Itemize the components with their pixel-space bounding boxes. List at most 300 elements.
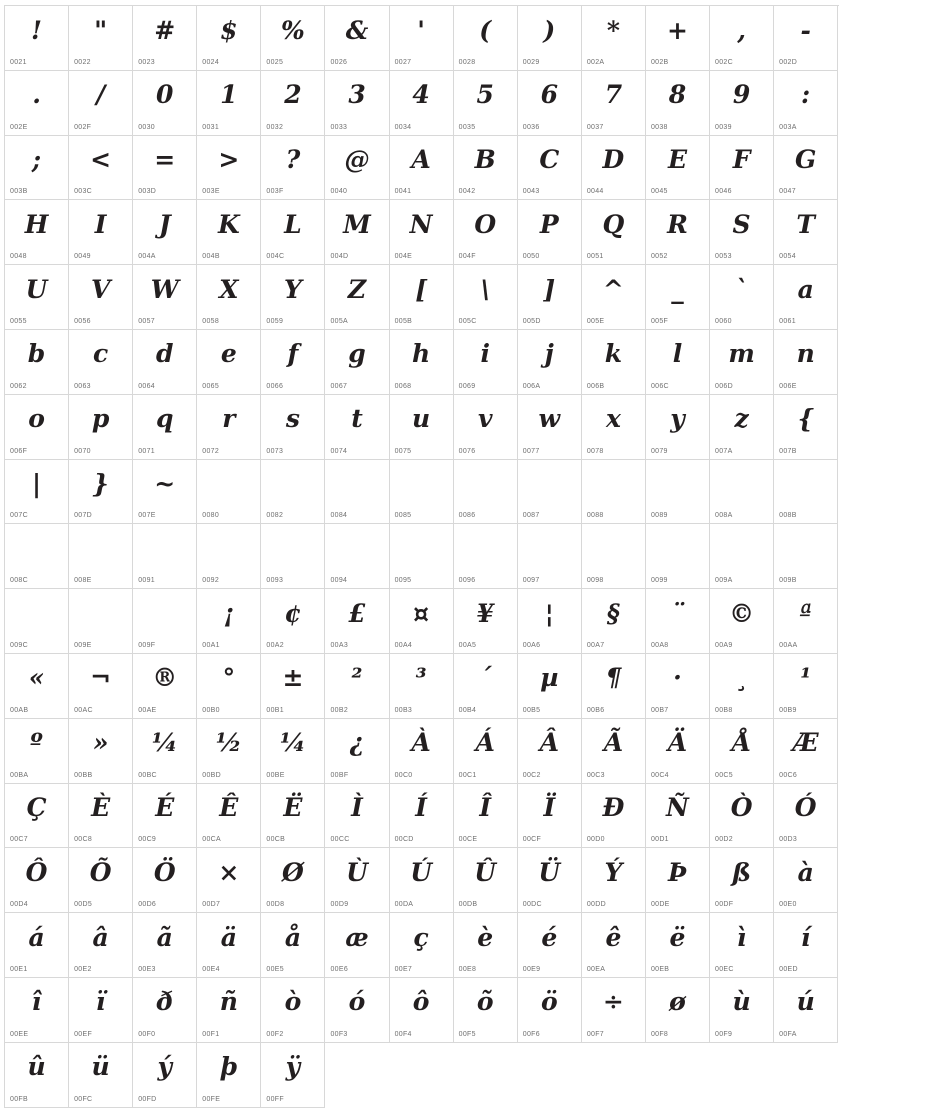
glyph-character [710, 526, 773, 570]
glyph-cell[interactable] [197, 71, 261, 136]
glyph-character: ¤ [413, 598, 430, 628]
glyph-character: £ [348, 598, 366, 628]
glyph-cell[interactable] [710, 395, 774, 460]
glyph-cell[interactable] [261, 524, 325, 589]
glyph-character: o [28, 404, 45, 434]
glyph-codepoint: 0055 [10, 317, 27, 325]
glyph-codepoint: 00A8 [650, 641, 669, 649]
glyph-codepoint: 0048 [10, 253, 27, 261]
glyph-cell[interactable] [197, 136, 261, 201]
glyph-cell[interactable] [774, 460, 838, 525]
glyph-cell[interactable] [69, 848, 133, 913]
glyph-cell[interactable] [774, 330, 838, 395]
glyph-cell[interactable] [646, 913, 710, 978]
glyph-codepoint: 00A9 [715, 641, 733, 649]
glyph-cell[interactable] [390, 200, 454, 265]
glyph-codepoint: 0030 [138, 123, 155, 131]
glyph-cell[interactable] [325, 265, 389, 330]
glyph-cell[interactable] [325, 719, 389, 784]
glyph-cell[interactable] [5, 784, 69, 849]
glyph-cell[interactable] [197, 719, 261, 784]
glyph-character: õ [476, 987, 494, 1017]
glyph-cell[interactable] [133, 330, 197, 395]
glyph-cell[interactable] [325, 330, 389, 395]
glyph-cell[interactable] [582, 200, 646, 265]
glyph-character: U [25, 274, 48, 304]
glyph-cell[interactable] [133, 460, 197, 525]
glyph-cell[interactable] [774, 654, 838, 719]
glyph-cell[interactable] [197, 1043, 261, 1108]
glyph-cell[interactable] [197, 589, 261, 654]
glyph-cell[interactable] [133, 784, 197, 849]
glyph-character: × [218, 857, 240, 887]
glyph-cell[interactable] [69, 913, 133, 978]
glyph-codepoint: 0075 [394, 447, 412, 455]
glyph-cell[interactable] [710, 71, 774, 136]
glyph-cell[interactable] [390, 913, 454, 978]
glyph-cell[interactable] [261, 848, 325, 913]
glyph-cell[interactable] [133, 395, 197, 460]
glyph-cell[interactable] [325, 784, 389, 849]
glyph-cell[interactable] [133, 524, 197, 589]
glyph-codepoint: 00E0 [779, 901, 797, 909]
glyph-character: ù [732, 987, 751, 1017]
glyph-cell[interactable] [261, 1043, 325, 1108]
glyph-cell[interactable] [582, 460, 646, 525]
glyph-cell[interactable] [646, 524, 710, 589]
glyph-cell[interactable] [646, 330, 710, 395]
glyph-cell[interactable] [518, 71, 582, 136]
glyph-cell[interactable] [646, 460, 710, 525]
glyph-character: D [602, 145, 625, 175]
glyph-cell[interactable] [69, 719, 133, 784]
glyph-character: 2 [284, 80, 302, 110]
glyph-cell[interactable] [774, 589, 838, 654]
glyph-cell[interactable] [197, 524, 261, 589]
glyph-cell[interactable] [518, 784, 582, 849]
glyph-cell[interactable] [774, 848, 838, 913]
glyph-cell[interactable] [518, 265, 582, 330]
glyph-cell[interactable] [325, 913, 389, 978]
glyph-cell[interactable] [5, 719, 69, 784]
glyph-codepoint: 005E [586, 317, 605, 325]
glyph-cell[interactable] [582, 524, 646, 589]
glyph-codepoint: 00B3 [394, 706, 413, 714]
glyph-character: ñ [219, 987, 238, 1017]
glyph-cell[interactable] [774, 265, 838, 330]
glyph-cell[interactable] [710, 200, 774, 265]
glyph-cell[interactable] [774, 913, 838, 978]
glyph-cell[interactable] [261, 265, 325, 330]
glyph-cell[interactable] [133, 200, 197, 265]
glyph-cell[interactable] [69, 6, 133, 71]
glyph-codepoint: 0057 [138, 317, 155, 325]
glyph-character: ¢ [284, 598, 302, 628]
glyph-cell[interactable] [261, 719, 325, 784]
glyph-cell[interactable] [197, 330, 261, 395]
glyph-codepoint: 00CC [330, 836, 350, 844]
glyph-character: À [411, 728, 431, 758]
glyph-codepoint: 0041 [394, 188, 412, 196]
glyph-cell[interactable] [325, 136, 389, 201]
glyph-cell[interactable] [454, 654, 518, 719]
glyph-cell[interactable] [454, 200, 518, 265]
glyph-cell[interactable] [390, 978, 454, 1043]
glyph-codepoint: 00C0 [394, 771, 413, 779]
glyph-cell[interactable] [5, 589, 69, 654]
glyph-cell[interactable] [261, 978, 325, 1043]
glyph-cell[interactable] [261, 654, 325, 719]
glyph-cell[interactable] [518, 589, 582, 654]
glyph-cell[interactable] [133, 848, 197, 913]
glyph-cell[interactable] [582, 136, 646, 201]
glyph-cell[interactable] [518, 200, 582, 265]
glyph-character: Ú [410, 857, 433, 887]
glyph-cell[interactable] [582, 589, 646, 654]
glyph-cell[interactable] [69, 330, 133, 395]
glyph-character: è [477, 922, 494, 952]
glyph-character: N [409, 209, 433, 239]
glyph-cell[interactable] [197, 265, 261, 330]
glyph-cell[interactable] [582, 71, 646, 136]
glyph-cell[interactable] [774, 784, 838, 849]
glyph-character: Q [602, 209, 625, 239]
glyph-cell[interactable] [5, 654, 69, 719]
glyph-character: ç [413, 922, 429, 952]
glyph-cell[interactable] [646, 654, 710, 719]
glyph-cell[interactable] [133, 136, 197, 201]
glyph-character: ö [540, 987, 558, 1017]
glyph-cell[interactable] [325, 395, 389, 460]
glyph-character: 6 [540, 80, 558, 110]
glyph-cell[interactable] [646, 200, 710, 265]
glyph-cell[interactable] [5, 395, 69, 460]
glyph-cell[interactable] [197, 654, 261, 719]
glyph-cell[interactable] [454, 460, 518, 525]
glyph-cell[interactable] [325, 460, 389, 525]
glyph-character: O [474, 209, 497, 239]
glyph-cell[interactable] [454, 719, 518, 784]
glyph-cell[interactable] [261, 913, 325, 978]
glyph-cell[interactable] [69, 1043, 133, 1108]
glyph-character [454, 526, 517, 570]
glyph-cell[interactable] [582, 719, 646, 784]
glyph-codepoint: 00B1 [266, 706, 284, 714]
glyph-codepoint: 00F2 [266, 1030, 284, 1038]
glyph-character: 8 [668, 80, 687, 110]
glyph-cell[interactable] [454, 71, 518, 136]
glyph-codepoint: 00AC [74, 706, 93, 714]
glyph-cell[interactable] [518, 524, 582, 589]
glyph-cell[interactable] [518, 6, 582, 71]
glyph-character [646, 462, 709, 506]
glyph-codepoint: 00C8 [74, 836, 93, 844]
glyph-cell[interactable] [774, 719, 838, 784]
glyph-codepoint: 00DF [715, 901, 734, 909]
glyph-cell[interactable] [646, 265, 710, 330]
glyph-cell[interactable] [390, 460, 454, 525]
glyph-cell[interactable] [325, 71, 389, 136]
glyph-codepoint: 0047 [779, 188, 796, 196]
glyph-cell[interactable] [390, 6, 454, 71]
glyph-cell[interactable] [133, 71, 197, 136]
glyph-codepoint: 00F3 [330, 1030, 348, 1038]
glyph-cell[interactable] [261, 330, 325, 395]
glyph-cell[interactable] [197, 460, 261, 525]
glyph-character [261, 526, 324, 570]
glyph-cell[interactable] [582, 978, 646, 1043]
glyph-cell[interactable] [133, 589, 197, 654]
glyph-cell[interactable] [774, 136, 838, 201]
glyph-codepoint: 00E8 [458, 965, 477, 973]
glyph-codepoint: 00E9 [522, 965, 541, 973]
glyph-cell[interactable] [5, 1043, 69, 1108]
glyph-cell[interactable] [5, 330, 69, 395]
glyph-character: ¨ [671, 598, 684, 628]
glyph-cell[interactable] [390, 395, 454, 460]
glyph-cell[interactable] [261, 395, 325, 460]
glyph-cell[interactable] [454, 136, 518, 201]
glyph-cell[interactable] [710, 6, 774, 71]
glyph-cell[interactable] [261, 136, 325, 201]
glyph-cell[interactable] [454, 265, 518, 330]
glyph-cell[interactable] [646, 589, 710, 654]
glyph-cell[interactable] [197, 913, 261, 978]
glyph-codepoint: 004E [394, 253, 413, 261]
glyph-cell[interactable] [710, 978, 774, 1043]
glyph-cell[interactable] [69, 524, 133, 589]
glyph-cell[interactable] [325, 978, 389, 1043]
glyph-codepoint: 00E2 [74, 965, 92, 973]
glyph-cell[interactable] [390, 330, 454, 395]
glyph-cell[interactable] [5, 978, 69, 1043]
glyph-character: x [605, 404, 621, 434]
glyph-character: * [606, 15, 620, 45]
glyph-character: Ö [153, 857, 176, 887]
glyph-cell[interactable] [133, 978, 197, 1043]
glyph-codepoint: 0074 [330, 447, 348, 455]
glyph-cell[interactable] [710, 330, 774, 395]
glyph-character: º [30, 728, 43, 758]
glyph-cell[interactable] [5, 200, 69, 265]
glyph-codepoint: 00B9 [779, 706, 797, 714]
glyph-cell[interactable] [69, 654, 133, 719]
glyph-cell[interactable] [582, 395, 646, 460]
glyph-cell[interactable] [646, 978, 710, 1043]
glyph-cell[interactable] [710, 460, 774, 525]
glyph-character: P [539, 209, 559, 239]
glyph-cell[interactable] [133, 6, 197, 71]
glyph-cell[interactable] [197, 978, 261, 1043]
glyph-cell[interactable] [774, 6, 838, 71]
glyph-cell[interactable] [518, 978, 582, 1043]
glyph-cell[interactable] [325, 589, 389, 654]
glyph-cell[interactable] [582, 265, 646, 330]
glyph-cell[interactable] [69, 460, 133, 525]
glyph-cell[interactable] [646, 848, 710, 913]
glyph-character [646, 526, 709, 570]
glyph-cell[interactable] [646, 6, 710, 71]
glyph-character: Ò [730, 793, 753, 823]
glyph-cell[interactable] [390, 848, 454, 913]
glyph-cell[interactable] [518, 136, 582, 201]
glyph-cell[interactable] [646, 136, 710, 201]
glyph-cell[interactable] [197, 784, 261, 849]
glyph-cell[interactable] [774, 524, 838, 589]
glyph-cell[interactable] [518, 654, 582, 719]
glyph-cell[interactable] [390, 71, 454, 136]
glyph-codepoint: 00D7 [202, 901, 221, 909]
glyph-character: ÿ [285, 1052, 301, 1082]
glyph-codepoint: 00D9 [330, 901, 349, 909]
glyph-cell[interactable] [518, 719, 582, 784]
glyph-cell[interactable] [197, 6, 261, 71]
glyph-cell[interactable] [133, 265, 197, 330]
glyph-character: l [672, 339, 683, 369]
glyph-cell[interactable] [325, 848, 389, 913]
glyph-cell[interactable] [69, 136, 133, 201]
glyph-cell[interactable] [69, 265, 133, 330]
glyph-cell[interactable] [133, 913, 197, 978]
glyph-codepoint: 00ED [779, 965, 798, 973]
glyph-cell[interactable] [133, 1043, 197, 1108]
glyph-character: ( [479, 15, 492, 45]
glyph-codepoint: 00AA [779, 641, 798, 649]
glyph-cell[interactable] [710, 654, 774, 719]
glyph-cell[interactable] [454, 395, 518, 460]
glyph-cell[interactable] [454, 330, 518, 395]
glyph-cell[interactable] [646, 719, 710, 784]
glyph-cell[interactable] [582, 848, 646, 913]
glyph-character: B [474, 145, 496, 175]
glyph-cell[interactable] [390, 784, 454, 849]
glyph-character: ò [284, 987, 302, 1017]
glyph-cell[interactable] [454, 848, 518, 913]
glyph-character: Ý [604, 857, 623, 887]
glyph-cell[interactable] [133, 654, 197, 719]
glyph-cell[interactable] [197, 395, 261, 460]
glyph-codepoint: 00FA [779, 1030, 797, 1038]
glyph-cell[interactable] [5, 524, 69, 589]
glyph-cell[interactable] [710, 265, 774, 330]
glyph-cell[interactable] [710, 719, 774, 784]
glyph-cell[interactable] [582, 654, 646, 719]
glyph-cell[interactable] [5, 460, 69, 525]
glyph-codepoint: 0072 [202, 447, 220, 455]
glyph-cell[interactable] [261, 71, 325, 136]
glyph-cell[interactable] [774, 71, 838, 136]
glyph-character: ± [282, 663, 304, 693]
glyph-character: | [31, 469, 42, 499]
glyph-cell[interactable] [5, 265, 69, 330]
glyph-cell[interactable] [390, 719, 454, 784]
glyph-codepoint: 00DD [586, 901, 606, 909]
glyph-cell[interactable] [325, 6, 389, 71]
glyph-cell[interactable] [69, 71, 133, 136]
glyph-cell[interactable] [5, 913, 69, 978]
glyph-cell[interactable] [582, 913, 646, 978]
glyph-cell[interactable] [518, 395, 582, 460]
glyph-cell[interactable] [710, 784, 774, 849]
glyph-cell[interactable] [69, 589, 133, 654]
glyph-cell[interactable] [710, 848, 774, 913]
glyph-cell[interactable] [518, 330, 582, 395]
glyph-cell[interactable] [518, 460, 582, 525]
glyph-cell[interactable] [454, 784, 518, 849]
glyph-cell[interactable] [390, 265, 454, 330]
glyph-cell[interactable] [710, 589, 774, 654]
glyph-character [197, 526, 260, 570]
glyph-cell[interactable] [69, 978, 133, 1043]
glyph-cell[interactable] [390, 136, 454, 201]
glyph-codepoint: 0062 [10, 382, 27, 390]
glyph-cell[interactable] [582, 784, 646, 849]
glyph-cell[interactable] [5, 136, 69, 201]
glyph-cell[interactable] [454, 589, 518, 654]
glyph-cell[interactable] [454, 524, 518, 589]
glyph-cell[interactable] [325, 654, 389, 719]
glyph-cell[interactable] [582, 6, 646, 71]
glyph-codepoint: 0063 [74, 382, 91, 390]
glyph-cell[interactable] [5, 71, 69, 136]
glyph-cell[interactable] [133, 719, 197, 784]
glyph-codepoint: 0076 [458, 447, 476, 455]
glyph-codepoint: 004B [202, 253, 220, 261]
glyph-cell[interactable] [325, 200, 389, 265]
glyph-cell[interactable] [5, 6, 69, 71]
glyph-cell[interactable] [710, 913, 774, 978]
glyph-cell[interactable] [518, 848, 582, 913]
glyph-cell[interactable] [774, 395, 838, 460]
glyph-cell[interactable] [454, 913, 518, 978]
glyph-cell[interactable] [261, 460, 325, 525]
glyph-cell[interactable] [325, 524, 389, 589]
glyph-cell[interactable] [261, 200, 325, 265]
glyph-character: ³ [415, 663, 427, 693]
glyph-cell[interactable] [69, 200, 133, 265]
glyph-cell[interactable] [197, 848, 261, 913]
glyph-cell[interactable] [518, 913, 582, 978]
glyph-cell[interactable] [390, 654, 454, 719]
glyph-cell[interactable] [646, 71, 710, 136]
glyph-cell[interactable] [5, 848, 69, 913]
glyph-cell[interactable] [390, 524, 454, 589]
glyph-cell[interactable] [69, 395, 133, 460]
glyph-cell[interactable] [69, 784, 133, 849]
glyph-cell[interactable] [710, 136, 774, 201]
glyph-cell[interactable] [582, 330, 646, 395]
glyph-character: q [155, 404, 174, 434]
glyph-cell[interactable] [261, 589, 325, 654]
glyph-cell[interactable] [261, 784, 325, 849]
glyph-cell[interactable] [197, 200, 261, 265]
glyph-character: « [28, 663, 45, 693]
glyph-cell[interactable] [646, 395, 710, 460]
glyph-codepoint: 00AE [138, 706, 157, 714]
glyph-codepoint: 0040 [330, 188, 348, 196]
glyph-cell[interactable] [390, 589, 454, 654]
glyph-cell[interactable] [774, 200, 838, 265]
glyph-codepoint: 0073 [266, 447, 284, 455]
glyph-cell[interactable] [646, 784, 710, 849]
glyph-cell[interactable] [261, 6, 325, 71]
glyph-cell[interactable] [710, 524, 774, 589]
glyph-character: ¸ [735, 663, 748, 693]
glyph-cell[interactable] [454, 6, 518, 71]
glyph-cell[interactable] [774, 978, 838, 1043]
glyph-character: · [673, 663, 682, 693]
glyph-cell[interactable] [454, 978, 518, 1043]
